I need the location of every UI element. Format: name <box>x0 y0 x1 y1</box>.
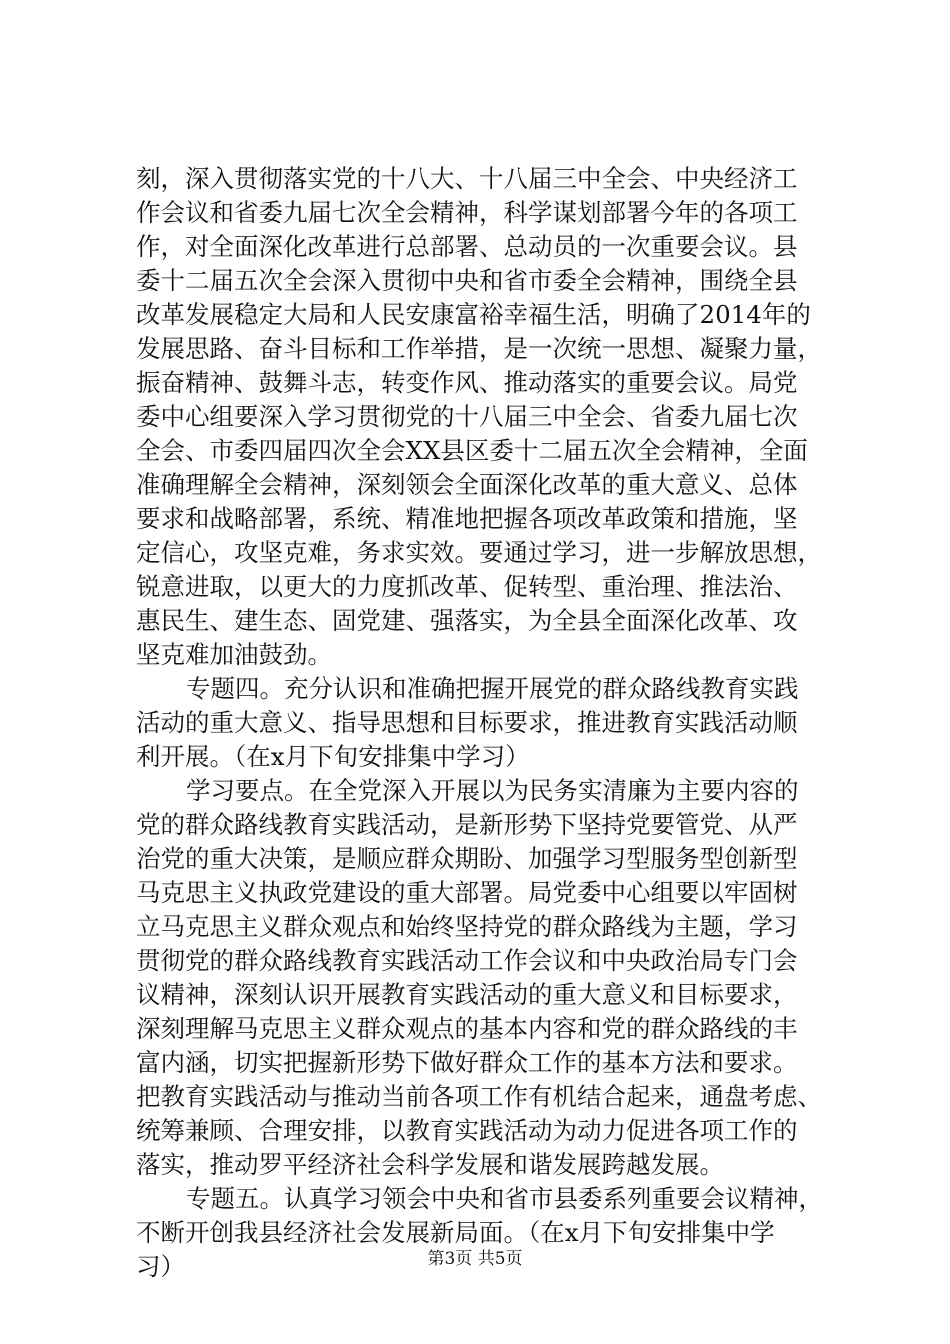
text-line: 党的群众路线教育实践活动，是新形势下坚持党要管党、从严 <box>136 810 798 839</box>
text-line: 全会、市委四届四次全会XX县区委十二届五次全会精神，全面 <box>136 436 808 465</box>
text-line: 委十二届五次全会深入贯彻中央和省市委全会精神，围绕全县 <box>136 266 798 295</box>
text-line: 定信心，攻坚克难，务求实效。要通过学习，进一步解放思想， <box>136 538 822 567</box>
text-line: 富内涵，切实把握新形势下做好群众工作的基本方法和要求。 <box>136 1048 798 1077</box>
section-heading-line: 专题五。认真学习领会中央和省市县委系列重要会议精神， <box>186 1184 823 1213</box>
text-line: 委中心组要深入学习贯彻党的十八届三中全会、省委九届七次 <box>136 402 798 431</box>
paragraph-start-line: 学习要点。在全党深入开展以为民务实清廉为主要内容的 <box>186 776 799 805</box>
text-line: 深刻理解马克思主义群众观点的基本内容和党的群众路线的丰 <box>136 1014 798 1043</box>
text-line: 作，对全面深化改革进行总部署、总动员的一次重要会议。县 <box>136 232 798 261</box>
text-line: 锐意进取，以更大的力度抓改革、促转型、重治理、推法治、 <box>136 572 798 601</box>
text-line: 刻，深入贯彻落实党的十八大、十八届三中全会、中央经济工 <box>136 164 798 193</box>
text-line: 坚克难加油鼓劲。 <box>136 640 332 669</box>
text-line: 利开展。（在x月下旬安排集中学习） <box>136 742 530 771</box>
section-heading-line: 专题四。充分认识和准确把握开展党的群众路线教育实践 <box>186 674 799 703</box>
text-line: 不断开创我县经济社会发展新局面。（在x月下旬安排集中学 <box>136 1218 775 1247</box>
text-line: 贯彻党的群众路线教育实践活动工作会议和中央政治局专门会 <box>136 946 798 975</box>
text-line: 改革发展稳定大局和人民安康富裕幸福生活，明确了2014年的 <box>136 300 811 329</box>
text-line: 立马克思主义群众观点和始终坚持党的群众路线为主题，学习 <box>136 912 798 941</box>
text-line: 把教育实践活动与推动当前各项工作有机结合起来，通盘考虑、 <box>136 1082 822 1111</box>
text-line: 落实，推动罗平经济社会科学发展和谐发展跨越发展。 <box>136 1150 724 1179</box>
text-line: 活动的重大意义、指导思想和目标要求，推进教育实践活动顺 <box>136 708 798 737</box>
text-line: 议精神，深刻认识开展教育实践活动的重大意义和目标要求， <box>136 980 798 1009</box>
page-number: 第3页 共5页 <box>427 1249 523 1269</box>
text-line: 治党的重大决策，是顺应群众期盼、加强学习型服务型创新型 <box>136 844 798 873</box>
text-line: 振奋精神、鼓舞斗志，转变作风、推动落实的重要会议。局党 <box>136 368 798 397</box>
text-line: 统筹兼顾、合理安排，以教育实践活动为动力促进各项工作的 <box>136 1116 798 1145</box>
text-line: 要求和战略部署，系统、精准地把握各项改革政策和措施，坚 <box>136 504 798 533</box>
page-footer <box>0 1244 950 1269</box>
text-line: 惠民生、建生态、固党建、强落实，为全县全面深化改革、攻 <box>136 606 798 635</box>
text-line: 作会议和省委九届七次全会精神，科学谋划部署今年的各项工 <box>136 198 798 227</box>
text-line: 发展思路、奋斗目标和工作举措，是一次统一思想、凝聚力量， <box>136 334 822 363</box>
text-line: 马克思主义执政党建设的重大部署。局党委中心组要以牢固树 <box>136 878 798 907</box>
text-line: 习） <box>136 1252 185 1281</box>
text-line: 准确理解全会精神，深刻领会全面深化改革的重大意义、总体 <box>136 470 798 499</box>
document-body <box>136 162 856 1284</box>
